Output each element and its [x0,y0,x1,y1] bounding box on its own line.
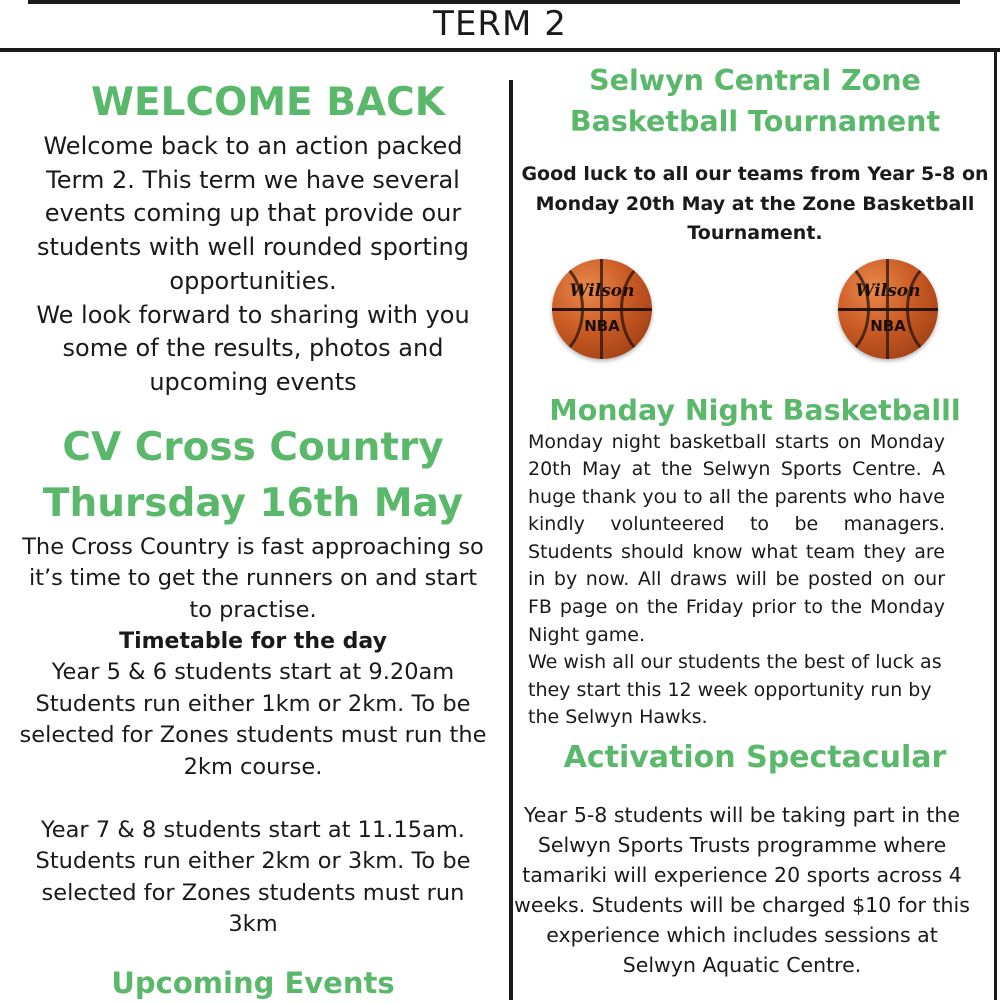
activation-heading: Activation Spectacular [563,740,947,776]
zone-heading-line-2: Basketball Tournament [569,105,941,138]
upcoming-events-heading: Upcoming Events [111,965,395,1000]
basketball-images [520,259,990,379]
monday-night-paragraph-2: We wish all our students the best of luck as they start this 12 week opportunity run by the Selwyn Hawks. [528,651,942,729]
zone-tournament-heading [520,60,990,142]
welcome-paragraph-2: We look forward to sharing with you some of the results, photos and upcoming events [36,300,470,396]
cross-country-heading-line-1: CV Cross Country [62,424,444,470]
timetable-spacer [18,783,488,815]
right-column [514,60,990,980]
ball-league-text: NBA [584,316,620,335]
timetable-heading: Timetable for the day [119,629,387,655]
monday-night-paragraph-1: Monday night basketball starts on Monday 20th May at the Selwyn Sports Centre. A huge thank you to all the parents who have kindly volunteered to be managers. Students should know what team they are in by now. All draws will be posted on our FB page on the Friday prior to the Monday Night game. [528,430,945,646]
monday-night-heading: Monday Night Basketballl [549,393,961,427]
activation-text: Year 5-8 students will be taking part in the Selwyn Sports Trusts programme where tamariki will experience 20 sports across 4 weeks. Students will be charged $10 for this experience which includes sessions at Selwyn Aquatic Centre. [514,803,970,978]
header-divider [0,48,1000,52]
ball-brand-text: Wilson [855,280,921,301]
basketball-icon [838,259,938,359]
timetable-year-7-8: Year 7 & 8 students start at 11.15am. Students run either 2km or 3km. To be selected for Zones students must run 3km [35,816,471,938]
right-border-rule [994,52,997,1000]
ball-league-text: NBA [870,316,906,335]
left-column [18,76,488,1003]
page-title: TERM 2 [433,4,567,44]
timetable-year-5-6: Year 5 & 6 students start at 9.20am Students run either 1km or 2km. To be selected for Zones students must run the 2km course. [19,659,487,780]
zone-heading-line-1: Selwyn Central Zone [589,64,921,97]
ball-brand-text: Wilson [569,280,635,301]
cross-country-intro: The Cross Country is fast approaching so it’s time to get the runners on and start to practise. [22,533,484,623]
welcome-paragraph-1: Welcome back to an action packed Term 2. This term we have several events coming up that provide our students with well rounded sporting opportunities. [37,132,469,295]
cross-country-heading [18,420,488,532]
column-divider [509,80,513,1000]
welcome-heading: WELCOME BACK [90,80,446,125]
zone-good-luck-text: Good luck to all our teams from Year 5-8 on Monday 20th May at the Zone Basketball Tournament. [521,163,989,244]
cross-country-heading-line-2: Thursday 16th May [42,480,464,526]
basketball-icon [552,259,652,359]
